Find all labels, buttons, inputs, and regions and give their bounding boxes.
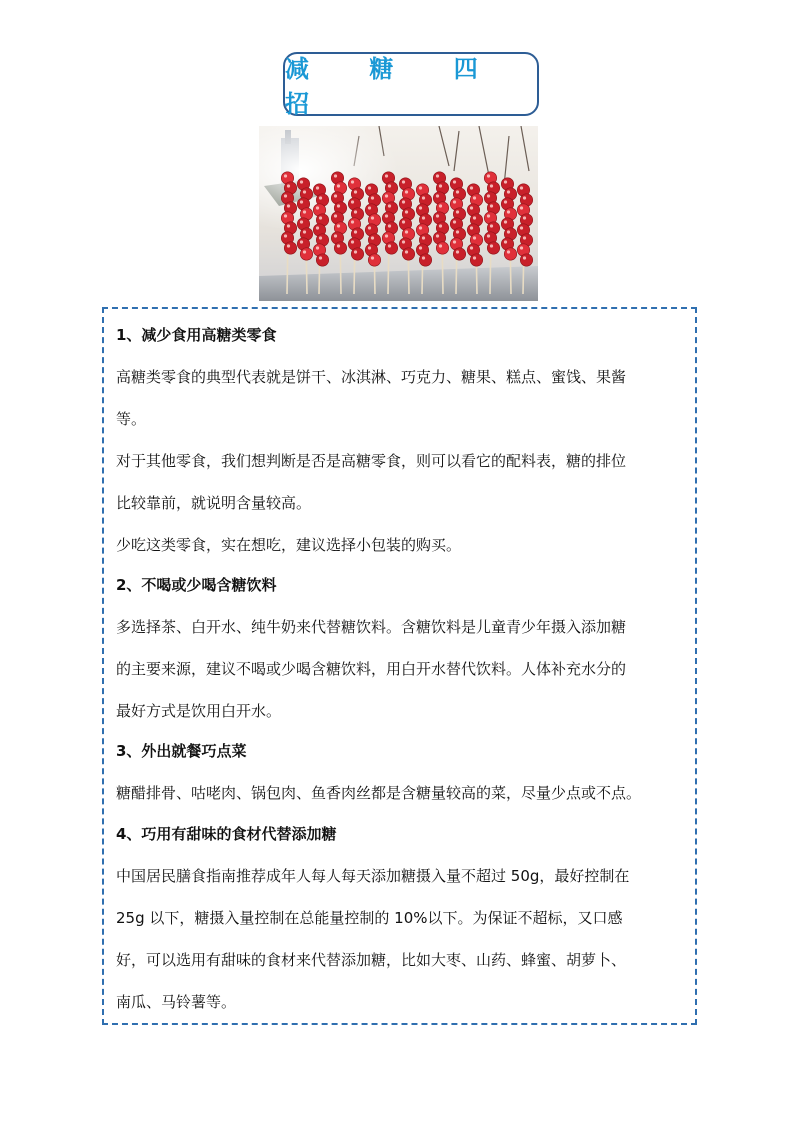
- section-3-heading: 3、外出就餐巧点菜: [116, 742, 247, 760]
- haw-fruit: [316, 254, 328, 266]
- haw-highlight: [303, 190, 306, 193]
- section-4-line-2: 25g 以下，糖摄入量控制在总能量控制的 10%以下。为保证不超标，又口感: [116, 909, 623, 927]
- haw-highlight: [388, 224, 391, 227]
- haw-highlight: [385, 174, 388, 177]
- section-1-line-5: 少吃这类零食，实在想吃，建议选择小包装的购买。: [116, 536, 462, 554]
- section-4-heading: 4、巧用有甜味的食材代替添加糖: [116, 825, 337, 843]
- haw-highlight: [419, 226, 422, 229]
- haw-fruit: [453, 248, 465, 260]
- title-box: [283, 52, 539, 116]
- haw-highlight: [504, 200, 507, 203]
- haw-highlight: [523, 196, 526, 199]
- haw-highlight: [402, 180, 405, 183]
- haw-highlight: [439, 184, 442, 187]
- haw-highlight: [520, 186, 523, 189]
- haw-highlight: [371, 196, 374, 199]
- haw-highlight: [371, 216, 374, 219]
- haw-highlight: [490, 184, 493, 187]
- haw-highlight: [316, 246, 319, 249]
- section-1-line-2: 等。: [116, 410, 147, 428]
- haw-highlight: [334, 234, 337, 237]
- haw-highlight: [287, 244, 290, 247]
- haw-highlight: [388, 184, 391, 187]
- haw-highlight: [520, 206, 523, 209]
- haw-highlight: [523, 216, 526, 219]
- haw-highlight: [507, 230, 510, 233]
- haw-highlight: [405, 190, 408, 193]
- haw-highlight: [439, 204, 442, 207]
- haw-highlight: [422, 216, 425, 219]
- haw-fruit: [436, 242, 448, 254]
- haw-highlight: [303, 210, 306, 213]
- section-2-line-1: 多选择茶、白开水、纯牛奶来代替糖饮料。含糖饮料是儿童青少年摄入添加糖: [116, 618, 627, 636]
- haw-fruit: [368, 254, 380, 266]
- haw-fruit: [334, 242, 346, 254]
- haw-highlight: [287, 224, 290, 227]
- haw-highlight: [316, 226, 319, 229]
- haw-highlight: [520, 226, 523, 229]
- haw-highlight: [371, 256, 374, 259]
- haw-highlight: [354, 190, 357, 193]
- haw-highlight: [473, 236, 476, 239]
- section-1-line-3: 对于其他零食，我们想判断是否是高糖零食，则可以看它的配料表，糖的排位: [116, 452, 627, 470]
- haw-highlight: [284, 214, 287, 217]
- haw-highlight: [368, 246, 371, 249]
- haw-highlight: [402, 200, 405, 203]
- haw-highlight: [334, 174, 337, 177]
- section-2-line-3: 最好方式是饮用白开水。: [116, 702, 282, 720]
- haw-highlight: [487, 194, 490, 197]
- haw-highlight: [354, 210, 357, 213]
- haw-highlight: [337, 204, 340, 207]
- haw-highlight: [337, 244, 340, 247]
- haw-highlight: [436, 194, 439, 197]
- haw-highlight: [439, 224, 442, 227]
- haw-highlight: [436, 234, 439, 237]
- haw-highlight: [470, 226, 473, 229]
- haw-highlight: [470, 186, 473, 189]
- haw-fruit: [520, 254, 532, 266]
- haw-highlight: [436, 174, 439, 177]
- haw-highlight: [300, 240, 303, 243]
- section-4-line-4: 南瓜、马铃薯等。: [116, 993, 237, 1011]
- haw-highlight: [422, 236, 425, 239]
- haw-fruit: [419, 254, 431, 266]
- haw-highlight: [319, 256, 322, 259]
- haw-highlight: [405, 230, 408, 233]
- haw-highlight: [388, 204, 391, 207]
- haw-highlight: [319, 236, 322, 239]
- haw-fruit: [470, 254, 482, 266]
- section-2-heading: 2、不喝或少喝含糖饮料: [116, 576, 277, 594]
- haw-highlight: [504, 220, 507, 223]
- haw-highlight: [490, 244, 493, 247]
- section-3-line-1: 糖醋排骨、咕咾肉、锅包肉、鱼香肉丝都是含糖量较高的菜，尽量少点或不点。: [116, 784, 642, 802]
- section-2-line-2: 的主要来源，建议不喝或少喝含糖饮料，用白开水替代饮料。人体补充水分的: [116, 660, 627, 678]
- haw-fruit: [402, 248, 414, 260]
- haw-fruit: [385, 242, 397, 254]
- haw-highlight: [473, 216, 476, 219]
- haw-highlight: [470, 246, 473, 249]
- haw-highlight: [504, 180, 507, 183]
- haw-highlight: [303, 230, 306, 233]
- haw-fruit: [351, 248, 363, 260]
- section-1-heading: 1、减少食用高糖类零食: [116, 326, 277, 344]
- content-box: [102, 307, 697, 1025]
- page-title: 减 糖 四 招: [285, 55, 504, 118]
- haw-highlight: [354, 250, 357, 253]
- haw-highlight: [368, 226, 371, 229]
- haw-highlight: [453, 200, 456, 203]
- haw-highlight: [300, 200, 303, 203]
- haw-highlight: [284, 234, 287, 237]
- haw-highlight: [487, 174, 490, 177]
- haw-highlight: [354, 230, 357, 233]
- haw-highlight: [287, 184, 290, 187]
- haw-highlight: [520, 246, 523, 249]
- tanghulu-photo: [259, 126, 538, 301]
- haw-highlight: [319, 196, 322, 199]
- haw-highlight: [523, 236, 526, 239]
- haw-highlight: [334, 194, 337, 197]
- haw-highlight: [402, 220, 405, 223]
- haw-fruit: [284, 242, 296, 254]
- haw-highlight: [388, 244, 391, 247]
- haw-highlight: [436, 214, 439, 217]
- haw-highlight: [422, 256, 425, 259]
- haw-highlight: [473, 196, 476, 199]
- haw-highlight: [351, 220, 354, 223]
- haw-highlight: [316, 186, 319, 189]
- haw-highlight: [456, 230, 459, 233]
- haw-highlight: [453, 180, 456, 183]
- haw-highlight: [507, 210, 510, 213]
- haw-highlight: [368, 186, 371, 189]
- haw-highlight: [351, 200, 354, 203]
- haw-highlight: [453, 240, 456, 243]
- haw-highlight: [439, 244, 442, 247]
- haw-highlight: [473, 256, 476, 259]
- section-4-line-3: 好，可以选用有甜味的食材来代替添加糖，比如大枣、山药、蜂蜜、胡萝卜、: [116, 951, 627, 969]
- haw-highlight: [368, 206, 371, 209]
- haw-highlight: [487, 234, 490, 237]
- haw-highlight: [371, 236, 374, 239]
- haw-highlight: [337, 184, 340, 187]
- haw-highlight: [319, 216, 322, 219]
- haw-highlight: [284, 174, 287, 177]
- haw-highlight: [490, 204, 493, 207]
- haw-highlight: [490, 224, 493, 227]
- haw-highlight: [334, 214, 337, 217]
- haw-highlight: [405, 250, 408, 253]
- haw-highlight: [385, 214, 388, 217]
- haw-highlight: [507, 250, 510, 253]
- haw-highlight: [316, 206, 319, 209]
- haw-highlight: [419, 186, 422, 189]
- section-1-line-4: 比较靠前，就说明含量较高。: [116, 494, 312, 512]
- haw-highlight: [487, 214, 490, 217]
- haw-highlight: [507, 190, 510, 193]
- haw-highlight: [456, 210, 459, 213]
- haw-highlight: [453, 220, 456, 223]
- haw-highlight: [385, 234, 388, 237]
- haw-highlight: [287, 204, 290, 207]
- haw-fruit: [487, 242, 499, 254]
- haw-highlight: [504, 240, 507, 243]
- haw-highlight: [385, 194, 388, 197]
- haw-fruit: [300, 248, 312, 260]
- haw-highlight: [300, 220, 303, 223]
- haw-highlight: [402, 240, 405, 243]
- haw-highlight: [470, 206, 473, 209]
- haw-highlight: [419, 246, 422, 249]
- haw-highlight: [419, 206, 422, 209]
- haw-highlight: [456, 250, 459, 253]
- haw-highlight: [303, 250, 306, 253]
- haw-highlight: [405, 210, 408, 213]
- haw-highlight: [422, 196, 425, 199]
- haw-highlight: [351, 180, 354, 183]
- haw-highlight: [300, 180, 303, 183]
- haw-highlight: [351, 240, 354, 243]
- haw-highlight: [456, 190, 459, 193]
- section-1-line-1: 高糖类零食的典型代表就是饼干、冰淇淋、巧克力、糖果、糕点、蜜饯、果酱: [116, 368, 627, 386]
- haw-fruit: [504, 248, 516, 260]
- section-4-line-1: 中国居民膳食指南推荐成年人每人每天添加糖摄入量不超过 50g，最好控制在: [116, 867, 630, 885]
- haw-highlight: [337, 224, 340, 227]
- haw-highlight: [523, 256, 526, 259]
- haw-highlight: [284, 194, 287, 197]
